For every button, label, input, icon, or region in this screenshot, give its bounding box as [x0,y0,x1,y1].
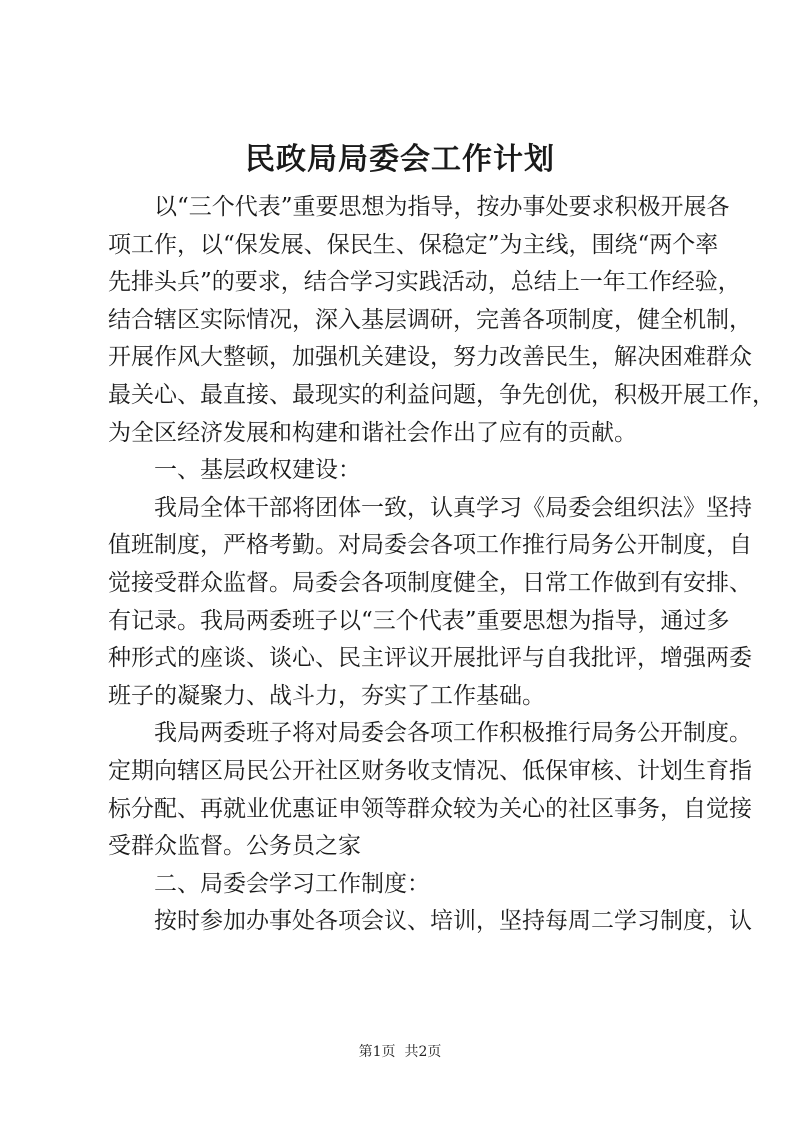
page-footer [0,1042,800,1062]
section-heading: 二、局委会学习工作制度： [154,870,430,897]
body-line: 我局全体干部将团体一致，认真学习《局委会组织法》坚持 [154,494,752,521]
page-number-current: 第1页 [358,1044,396,1060]
body-line: 项工作，以“保发展、保民生、保稳定”为主线，围绕“两个率 [108,231,719,258]
body-line: 定期向辖区局民公开社区财务收支情况、低保审核、计划生育指 [108,757,752,784]
body-line: 受群众监督。公务员之家 [108,833,361,860]
body-line: 按时参加办事处各项会议、培训，坚持每周二学习制度，认 [154,908,752,935]
body-line: 开展作风大整顿，加强机关建设，努力改善民生，解决困难群众 [108,344,752,371]
body-line: 结合辖区实际情况，深入基层调研，完善各项制度，健全机制， [108,306,752,333]
document-title: 民政局局委会工作计划 [245,142,555,177]
body-line: 班子的凝聚力、战斗力，夯实了工作基础。 [108,682,545,709]
section-heading: 一、基层政权建设： [154,457,361,484]
body-line: 以“三个代表”重要思想为指导，按办事处要求积极开展各 [154,194,730,220]
body-line: 标分配、再就业优惠证申领等群众较为关心的社区事务，自觉接 [108,795,752,822]
document-body [108,189,775,941]
body-line: 为全区经济发展和构建和谐社会作出了应有的贡献。 [108,419,637,446]
body-line: 种形式的座谈、谈心、民主评议开展批评与自我批评，增强两委 [108,645,752,672]
body-line: 最关心、最直接、最现实的利益问题，争先创优，积极开展工作， [108,381,775,408]
body-line: 值班制度，严格考勤。对局委会各项工作推行局务公开制度，自 [108,532,752,559]
body-line: 有记录。我局两委班子以“三个代表”重要思想为指导，通过多 [108,607,730,634]
body-line: 觉接受群众监督。局委会各项制度健全，日常工作做到有安排、 [108,569,752,596]
body-line: 我局两委班子将对局委会各项工作积极推行局务公开制度。 [154,720,752,747]
page-number-total: 共2页 [404,1044,442,1060]
body-line: 先排头兵”的要求，结合学习实践活动，总结上一年工作经验， [108,269,741,296]
